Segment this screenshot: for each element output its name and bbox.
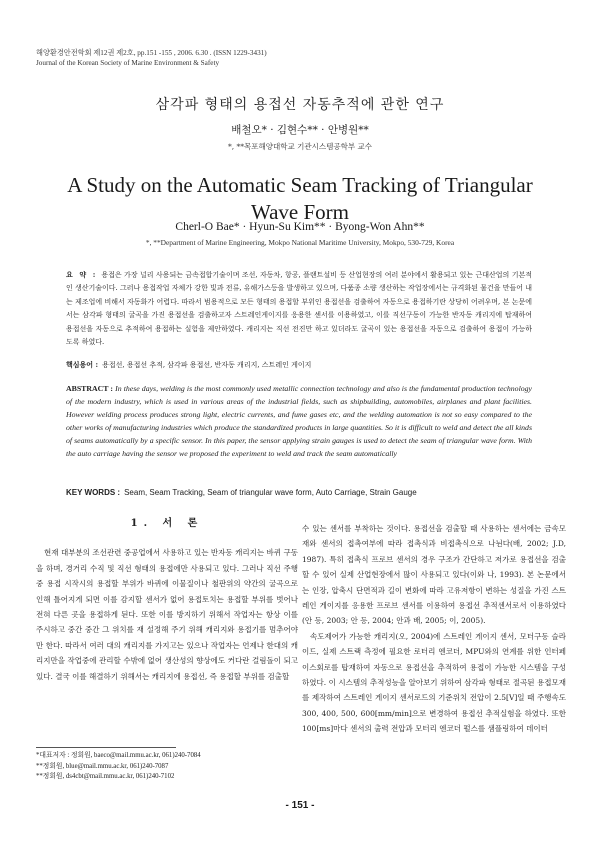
abstract-korean (66, 268, 532, 349)
page-number: - 151 - (285, 800, 315, 811)
authors-english: Cherl-O Bae* · Hyun-Su Kim** · Byong-Won Ahn** (175, 221, 425, 233)
body-paragraph: 속도제어가 가능한 캐리지(오, 2004)에 스트레인 게이지 센서, 모터구동 슬라이드, 실제 스트랙 측정에 필요한 로터리 엔코더, MPU와의 연계를 위한 인터페이스회로를 탑재하여 자동으로 용접선을 추적하여 용접이 가능한 시스템을 구성하였다. 이 시스템의 추적성능을 알아보기 위하여 삼각파 형태로 절곡된 용접모재를 제작하여 스트레인 게이지 센서로드의 기준위치 전압이 2.5[V]일 때 주행속도 300, 400, 500, 600[mm/min]으로 변경하여 용접선 추적실험을 하였다. 또한 100[ms]마다 센서의 출력 전압과 모터리 엔코더 펄스를 샘플링하여 데이터 (302, 631, 566, 734)
footnote-divider (36, 747, 176, 748)
body-column-left (36, 510, 298, 684)
keywords-english (66, 488, 532, 497)
journal-header (36, 48, 566, 68)
footnote: **정회원, ds4cbt@mail.mmu.ac.kr, 061)240-7102 (36, 773, 175, 780)
keywords-korean-label: 핵심용어 : (66, 360, 99, 369)
keywords-korean (66, 360, 532, 370)
abstract-korean-text: 용접은 가장 널리 사용되는 금속접합기술이며 조선, 자동차, 항공, 플랜트설비 등 산업현장의 여러 분야에서 활용되고 있는 근대산업의 기본적인 생산기술이다. 그러나 용접작업 자체가 강한 빛과 전류, 유해가스등을 발생하고 있으며, 다품종 소량 생산하는 작업장에서는 규격화된 물건을 만들어 내는 제조업에 비해서 자동화가 어렵다. 따라서 범용적으로 모든 형태의 용접할 부위인 용접선을 검출하여 자동으로 용접하기란 상당히 어려우며, 본 논문에서는 삼각파 형태의 굴곡을 가진 용접선을 검출하고자 스트레인게이지를 응용한 센서를 이용하였고, 이를 직선구동이 가능한 반자동 캐리지에 탑재하여 용접선을 자동으로 추적하여 용접하는 실험을 제안하였다. 캐리지는 직선 전진만 하고 있더라도 굴곡이 있는 용접선을 자동으로 검출하여 용접이 가능하도록 하였다. (66, 271, 532, 347)
title-english: A Study on the Automatic Seam Tracking of Triangular Wave Form (67, 173, 533, 224)
keywords-korean-text: 용접선, 용접선 추적, 삼각파 용접선, 반자동 캐리지, 스트레인 게이지 (102, 361, 312, 369)
affiliation-english: *, **Department of Marine Engineering, Mokpo National Maritime University, Mokpo, 530-729, Korea (145, 238, 455, 247)
footnote: *대표저자 : 정회원, baeco@mail.mmu.ac.kr, 061)240-7084 (36, 752, 201, 759)
body-paragraph: 현재 대부분의 조선관련 중공업에서 사용하고 있는 반자동 캐리지는 바퀴 구동을 하며, 경거리 수직 및 직선 형태의 용접에만 사용되고 있다. 그러나 직선 주행 중 용접 시작시의 용접할 부위가 바퀴에 이물질이나 철판위의 약간의 굴곡으로 인해 틀어지게 되면 이를 감지할 센서가 없어 용접토치는 용접할 부위를 벗어나 전혀 다른 곳을 용접하게 된다. 또한 이를 방지하기 위해서 작업자는 항상 이를 주시하고 중간 중간 그 위치를 재 설정해 주기 위해 캐리지와 용접기를 멈추어야만 한다. 따라서 여러 대의 캐리지를 가지고는 있으나 작업자는 언제나 한대의 캐리지만을 작업중에 관리할 수밖에 없어 생산성의 향상에도 커다란 걸림돌이 되고 있다. 결국 이를 해결하기 위해서는 캐리지에 용접선, 즉 용접할 부위를 검출할 (36, 548, 298, 681)
affiliation-korean: *, **목포해양대학교 기관시스템공학부 교수 (228, 142, 372, 151)
footnotes (36, 751, 298, 783)
keywords-english-text: Seam, Seam Tracking, Seam of triangular wave form, Auto Carriage, Strain Gauge (124, 488, 417, 497)
title-korean: 삼각파 형태의 용접선 자동추적에 관한 연구 (155, 97, 445, 113)
journal-name-en: Journal of the Korean Society of Marine Environment & Safety (36, 59, 220, 67)
journal-citation: 해양환경안전학회 제12권 제2호, pp.151 -155 , 2006. 6.30 . (ISSN 1229-3431) (36, 49, 267, 57)
abstract-english-label: ABSTRACT : (66, 384, 114, 393)
keywords-english-label: KEY WORDS : (66, 488, 121, 497)
abstract-english-text: In these days, welding is the most commonly used metallic connection technology and also is the fundamental production technology of the modern industry, which is used in various areas of the industrial fields, such as shipbuilding, automobiles, airplanes and plant facilities. However welding process produces strong light, electric currents, and fume gases etc, and the welding automation is not so easy compared to the other works of manufacturing industries which produce the standardized products in large quantities. So it is difficult to weld and detect the all kinds of seams automatically by a specific sensor. In this paper, the sensor applying strain gauges is used to detect the seam of triangular wave form. With the auto carriage having the sensor we proposed the experiment to weld and track the seam automatically (66, 384, 532, 458)
authors-korean: 배철오* · 김현수** · 안병원** (231, 124, 369, 136)
body-paragraph: 수 있는 센서를 부착하는 것이다. 용접선을 검출할 때 사용하는 센서에는 금속모재와 센서의 접촉여부에 따라 접촉식과 비접촉식으로 나뉜다(배, 2002; J.D, 1987). 특히 접촉식 프로브 센서의 경우 구조가 간단하고 저가로 용접선을 검출할 수 있어 실제 산업현장에서 많이 사용되고 있다(이와 나, 1993). 본 논문에서는 인장, 압축시 단면적과 길이 변화에 따라 고유저항이 변하는 성질을 가진 스트레인 게이지를 응용한 프로브 센서를 이용하여 용접선 추적센서로서 이용하였다(안 등, 2003; 안 등, 2004; 안과 배, 2005; 이, 2005). (302, 524, 566, 626)
section-heading-introduction: 1. 서 론 (130, 518, 204, 529)
body-column-right (302, 521, 566, 737)
abstract-korean-label: 요 약 : (66, 270, 98, 279)
abstract-english (66, 382, 532, 460)
footnote: **정회원, blue@mail.mmu.ac.kr, 061)240-7087 (36, 762, 169, 770)
